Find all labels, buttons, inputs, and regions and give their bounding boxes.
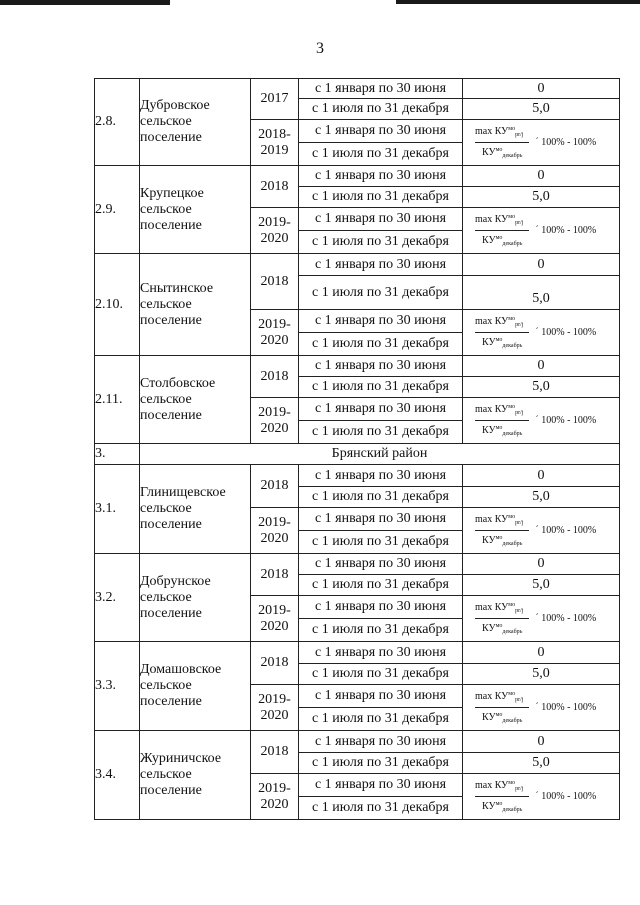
year-cell: 2018 [251,731,299,774]
settlement-name: Журиничское сельское поселение [140,731,251,820]
period-cell: с 1 июля по 31 декабря [299,664,463,685]
year-cell: 2018- 2019 [251,120,299,166]
period-cell: с 1 июля по 31 декабря [299,619,463,642]
period-cell: с 1 января по 30 июня [299,356,463,377]
period-cell: с 1 июля по 31 декабря [299,708,463,731]
period-cell: с 1 июля по 31 декабря [299,377,463,398]
formula-numerator: $\max КУ^{мо}_{pr/j}$ [475,401,529,421]
period-cell: с 1 января по 30 июня [299,774,463,797]
settlement-name: Дубровское сельское поселение [140,79,251,166]
period-cell: с 1 июля по 31 декабря [299,143,463,166]
year-cell: 2018 [251,465,299,508]
period-cell: с 1 января по 30 июня [299,208,463,231]
value-cell: 0 [463,254,620,276]
row-number: 3.1. [95,465,140,554]
formula-tail: ´ 100% - 100% [535,414,597,426]
row-number: 2.8. [95,79,140,166]
formula-tail: ´ 100% - 100% [535,224,597,236]
value-cell: 5,0 [463,575,620,596]
formula-fraction [475,211,529,250]
period-cell: с 1 января по 30 июня [299,398,463,421]
page-number: 3 [316,40,324,57]
value-cell: 0 [463,731,620,753]
settlement-name: Снытинское сельское поселение [140,254,251,356]
period-cell: с 1 июля по 31 декабря [299,421,463,444]
period-cell: с 1 июля по 31 декабря [299,99,463,120]
value-cell: 5,0 [463,487,620,508]
period-cell: с 1 января по 30 июня [299,79,463,99]
formula-numerator: $\max КУ^{мо}_{pr/j}$ [475,313,529,333]
year-cell: 2019- 2020 [251,685,299,731]
formula [463,401,619,440]
value-cell: 0 [463,554,620,575]
value-cell: 0 [463,356,620,377]
region-number: 3. [95,444,140,465]
period-cell: с 1 января по 30 июня [299,685,463,708]
year-cell: 2019- 2020 [251,310,299,356]
period-cell: с 1 января по 30 июня [299,642,463,664]
year-cell: 2018 [251,166,299,208]
tariff-table [94,78,620,820]
formula-fraction [475,123,529,162]
formula-cell [463,508,620,554]
period-cell: с 1 января по 30 июня [299,310,463,333]
formula-fraction [475,511,529,550]
row-number: 2.10. [95,254,140,356]
year-cell: 2018 [251,554,299,596]
formula-fraction [475,599,529,638]
formula-denominator: $КУ^{мо}_{декабрь}$ [482,147,523,159]
region-name: Брянский район [140,444,620,465]
row-number: 3.2. [95,554,140,642]
table-row [95,356,620,377]
value-cell: 5,0 [463,377,620,398]
value-cell: 0 [463,465,620,487]
row-number: 2.11. [95,356,140,444]
year-cell: 2019- 2020 [251,398,299,444]
formula [463,688,619,727]
period-cell: с 1 января по 30 июня [299,731,463,753]
year-cell: 2019- 2020 [251,508,299,554]
year-cell: 2018 [251,356,299,398]
value-cell: 5,0 [463,753,620,774]
year-cell: 2019- 2020 [251,596,299,642]
period-cell: с 1 января по 30 июня [299,465,463,487]
formula-denominator: $КУ^{мо}_{декабрь}$ [482,337,523,349]
formula-numerator: $\max КУ^{мо}_{pr/j}$ [475,777,529,797]
settlement-name: Глинищевское сельское поселение [140,465,251,554]
formula-denominator: $КУ^{мо}_{декабрь}$ [482,712,523,724]
formula-cell [463,120,620,166]
scan-top-mark-left [0,0,170,5]
formula [463,777,619,816]
year-cell: 2019- 2020 [251,208,299,254]
settlement-name: Добрунское сельское поселение [140,554,251,642]
value-cell: 0 [463,166,620,187]
formula-tail: ´ 100% - 100% [535,524,597,536]
table-row [95,254,620,276]
period-cell: с 1 июля по 31 декабря [299,187,463,208]
period-cell: с 1 января по 30 июня [299,508,463,531]
settlement-name: Домашовское сельское поселение [140,642,251,731]
period-cell: с 1 июля по 31 декабря [299,531,463,554]
formula [463,211,619,250]
year-cell: 2018 [251,642,299,685]
formula-cell [463,596,620,642]
formula-fraction [475,401,529,440]
row-number: 2.9. [95,166,140,254]
formula-cell [463,685,620,731]
table-row [95,166,620,187]
formula-cell [463,774,620,820]
value-cell: 5,0 [463,187,620,208]
formula-numerator: $\max КУ^{мо}_{pr/j}$ [475,211,529,231]
period-cell: с 1 января по 30 июня [299,120,463,143]
formula-fraction [475,688,529,727]
row-number: 3.4. [95,731,140,820]
formula-tail: ´ 100% - 100% [535,326,597,338]
formula-tail: ´ 100% - 100% [535,701,597,713]
period-cell: с 1 июля по 31 декабря [299,753,463,774]
formula-tail: ´ 100% - 100% [535,790,597,802]
settlement-name: Крупецкое сельское поселение [140,166,251,254]
formula-fraction [475,313,529,352]
formula-numerator: $\max КУ^{мо}_{pr/j}$ [475,599,529,619]
period-cell: с 1 января по 30 июня [299,554,463,575]
formula-denominator: $КУ^{мо}_{декабрь}$ [482,623,523,635]
year-cell: 2019- 2020 [251,774,299,820]
table-row [95,79,620,99]
formula [463,123,619,162]
formula-denominator: $КУ^{мо}_{декабрь}$ [482,235,523,247]
period-cell: с 1 января по 30 июня [299,166,463,187]
row-number: 3.3. [95,642,140,731]
year-cell: 2017 [251,79,299,120]
table-row [95,731,620,753]
formula [463,599,619,638]
period-cell: с 1 июля по 31 декабря [299,575,463,596]
value-cell: 5,0 [463,99,620,120]
region-row [95,444,620,465]
period-cell: с 1 июля по 31 декабря [299,276,463,310]
formula-denominator: $КУ^{мо}_{декабрь}$ [482,535,523,547]
year-cell: 2018 [251,254,299,310]
period-cell: с 1 июля по 31 декабря [299,797,463,820]
formula-cell [463,398,620,444]
table-row [95,465,620,487]
settlement-name: Столбовское сельское поселение [140,356,251,444]
table-row [95,642,620,664]
formula-denominator: $КУ^{мо}_{декабрь}$ [482,425,523,437]
period-cell: с 1 июля по 31 декабря [299,333,463,356]
value-cell: 5,0 [463,276,620,310]
formula-cell [463,310,620,356]
value-cell: 0 [463,642,620,664]
period-cell: с 1 июля по 31 декабря [299,231,463,254]
formula-tail: ´ 100% - 100% [535,612,597,624]
formula-numerator: $\max КУ^{мо}_{pr/j}$ [475,511,529,531]
period-cell: с 1 июля по 31 декабря [299,487,463,508]
formula-tail: ´ 100% - 100% [535,136,597,148]
formula-cell [463,208,620,254]
formula-numerator: $\max КУ^{мо}_{pr/j}$ [475,123,529,143]
formula [463,511,619,550]
value-cell: 0 [463,79,620,99]
formula-numerator: $\max КУ^{мо}_{pr/j}$ [475,688,529,708]
value-cell: 5,0 [463,664,620,685]
scan-top-mark-right [396,0,640,4]
formula-fraction [475,777,529,816]
period-cell: с 1 января по 30 июня [299,254,463,276]
period-cell: с 1 января по 30 июня [299,596,463,619]
formula [463,313,619,352]
formula-denominator: $КУ^{мо}_{декабрь}$ [482,801,523,813]
table-row [95,554,620,575]
